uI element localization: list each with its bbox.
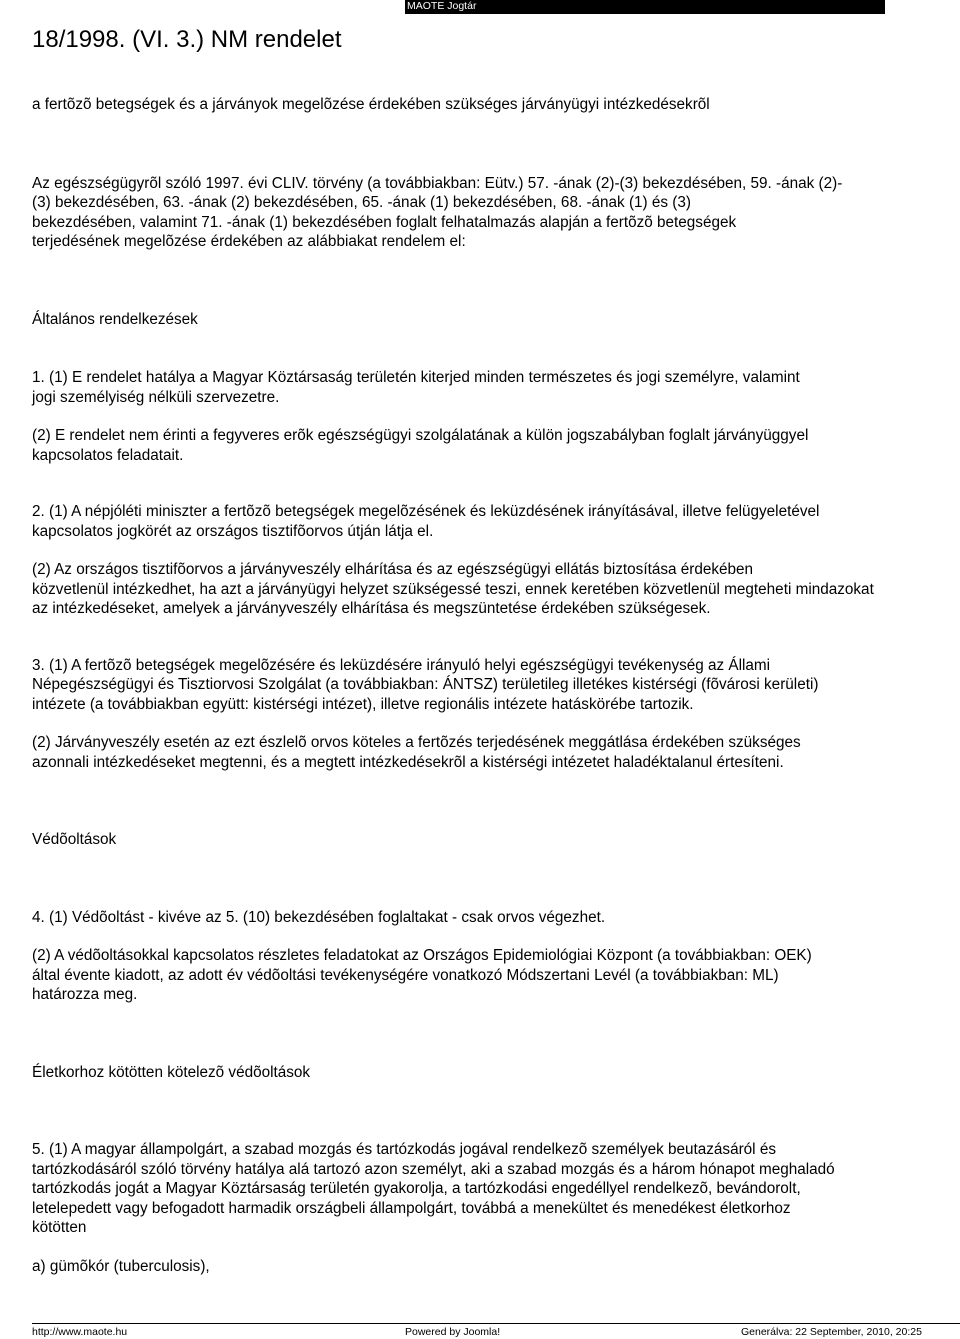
preamble bbox=[32, 174, 958, 252]
paragraph-line: 2. (1) A népjóléti miniszter a fertõzõ betegségek megelõzésének és leküzdésének irányításával, illetve felügyeletével bbox=[32, 503, 820, 520]
paragraph bbox=[32, 656, 958, 715]
preamble-line: (3) bekezdésében, 63. -ának (2) bekezdésében, 65. -ának (1) bekezdésében, 68. -ának (1) és (3) bbox=[32, 194, 692, 211]
footer-url-link[interactable]: http://www.maote.hu bbox=[32, 1326, 128, 1338]
paragraph bbox=[32, 502, 958, 541]
document-subtitle: a fertõzõ betegségek és a járványok megelõzése érdekében szükséges járványügyi intézkedésekrõl bbox=[32, 96, 710, 113]
document-body bbox=[32, 95, 958, 1276]
paragraph-line: 3. (1) A fertõzõ betegségek megelõzésére és leküzdésére irányuló helyi egészségügyi tevékenység az Állami bbox=[32, 656, 771, 674]
paragraph-line: által évente kiadott, az adott év védõoltási tevékenységére vonatkozó Módszertani Levél (a továbbiakban: ML) bbox=[32, 966, 779, 984]
paragraph-line: kapcsolatos feladatait. bbox=[32, 446, 184, 464]
paragraph-line: (2) Az országos tisztifõorvos a járványveszély elhárítása és az egészségügyi ellátás biztosítása érdekében bbox=[32, 561, 754, 578]
footer-divider bbox=[32, 1323, 960, 1324]
paragraph-line: kapcsolatos jogkörét az országos tisztifõorvos útján látja el. bbox=[32, 522, 434, 540]
paragraph-line: (2) Járványveszély esetén az ezt észlelõ orvos köteles a fertõzés terjedésének meggátlása érdekében szükséges bbox=[32, 734, 801, 751]
paragraph bbox=[32, 946, 958, 1005]
paragraph-line: közvetlenül intézkedhet, ha azt a járványügyi helyzet szükségessé teszi, ennek keretében közvetlenül megteheti mindazokat bbox=[32, 580, 874, 598]
footer-generated-date: Generálva: 22 September, 2010, 20:25 bbox=[741, 1326, 922, 1338]
paragraph-line: tartózkodásáról szóló törvény hatálya alá tartozó azon személyt, aki a szabad mozgás és a három hónapot meghaladó bbox=[32, 1160, 835, 1178]
preamble-line: bekezdésében, valamint 71. -ának (1) bekezdésében foglalt felhatalmazás alapján a fertõzõ betegségek bbox=[32, 213, 737, 231]
paragraph bbox=[32, 733, 958, 772]
source-banner: MAOTE Jogtár bbox=[405, 0, 885, 14]
paragraph bbox=[32, 1257, 958, 1277]
preamble-line: terjedésének megelõzése érdekében az alábbiakat rendelem el: bbox=[32, 233, 466, 250]
paragraph-line: (2) E rendelet nem érinti a fegyveres erõk egészségügyi szolgálatának a külön jogszabályban foglalt járványüggyel bbox=[32, 427, 809, 444]
paragraph-line: 5. (1) A magyar állampolgárt, a szabad mozgás és tartózkodás jogával rendelkezõ személyek beutazásáról és bbox=[32, 1141, 776, 1158]
paragraph-line: 1. (1) E rendelet hatálya a Magyar Köztársaság területén kiterjed minden természetes és jogi személyre, valamint bbox=[32, 369, 800, 386]
section-heading: Életkorhoz kötötten kötelezõ védõoltások bbox=[32, 1063, 311, 1081]
footer-powered-by: Powered by Joomla! bbox=[405, 1326, 501, 1338]
page-footer bbox=[0, 1323, 960, 1338]
paragraph-line: Népegészségügyi és Tisztiorvosi Szolgálat (a továbbiakban: ÁNTSZ) területileg illetékes kistérségi (fõvárosi kerületi) bbox=[32, 676, 819, 693]
paragraph bbox=[32, 368, 958, 407]
paragraph-line: kötötten bbox=[32, 1219, 87, 1236]
paragraph-line: határozza meg. bbox=[32, 986, 138, 1003]
paragraph-line: (2) A védõoltásokkal kapcsolatos részletes feladatokat az Országos Epidemiológiai Központ (a továbbiakban: OEK) bbox=[32, 947, 812, 964]
paragraph-line: tartózkodás jogát a Magyar Köztársaság területén gyakorolja, a tartózkodási engedéllyel rendelkezõ, bevándorolt, bbox=[32, 1180, 801, 1197]
paragraph bbox=[32, 560, 958, 619]
section-heading: Védõoltások bbox=[32, 831, 117, 848]
paragraph-line: a) gümõkór (tuberculosis), bbox=[32, 1257, 210, 1275]
paragraph-line: az intézkedéseket, amelyek a járványveszély elhárítása és megszüntetése érdekében szükségesek. bbox=[32, 600, 711, 617]
paragraph bbox=[32, 1140, 958, 1238]
preamble-line: Az egészségügyrõl szóló 1997. évi CLIV. törvény (a továbbiakban: Eütv.) 57. -ának (2)-(3) bekezdésében, 59. -ának (2)- bbox=[32, 174, 843, 192]
paragraph bbox=[32, 426, 958, 465]
paragraph-line: jogi személyiség nélküli szervezetre. bbox=[32, 388, 280, 406]
paragraph-line: letelepedett vagy befogadott harmadik országbeli állampolgárt, továbbá a menekültet és menedékest életkorhoz bbox=[32, 1199, 791, 1217]
paragraph-line: 4. (1) Védõoltást - kivéve az 5. (10) bekezdésében foglaltakat - csak orvos végezhet. bbox=[32, 908, 606, 926]
section-heading: Általános rendelkezések bbox=[32, 310, 198, 328]
document-title: 18/1998. (VI. 3.) NM rendelet bbox=[32, 26, 342, 53]
paragraph bbox=[32, 908, 958, 928]
paragraph-line: intézete (a továbbiakban együtt: kistérségi intézet), illetve regionális intézete hatáskörébe tartozik. bbox=[32, 695, 694, 713]
paragraph-line: azonnali intézkedéseket megtenni, és a megtett intézkedésekrõl a kistérségi intézetet haladéktalanul értesíteni. bbox=[32, 753, 784, 771]
